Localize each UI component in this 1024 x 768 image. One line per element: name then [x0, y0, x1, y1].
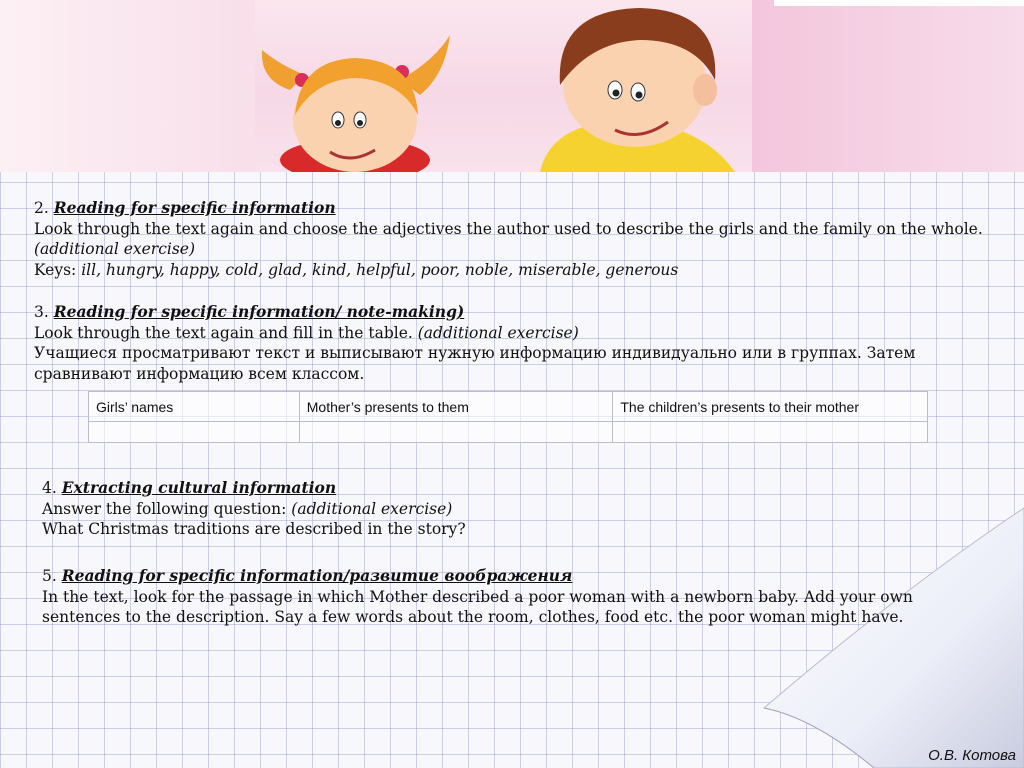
section-5	[42, 566, 952, 628]
table-cell[interactable]	[299, 422, 613, 443]
section-5-heading: Reading for specific information/развитие воображения	[61, 566, 573, 585]
table-row	[89, 422, 928, 443]
section-4	[42, 478, 942, 540]
author-signature: О.В. Котова	[928, 747, 1016, 764]
section-5-number: 5.	[42, 567, 57, 585]
table-cell[interactable]	[613, 422, 928, 443]
section-2-note: (additional exercise)	[34, 240, 196, 258]
section-4-instruction: Answer the following question:	[42, 499, 287, 518]
section-4-heading: Extracting cultural information	[61, 478, 337, 497]
section-3-instruction: Look through the text again and fill in the table.	[34, 323, 413, 342]
section-2-instruction: Look through the text again and choose the adjectives the author used to describe the girls and the family on the whole.	[34, 219, 983, 238]
section-2	[34, 198, 994, 280]
table-header-cell: The children’s presents to their mother	[613, 392, 928, 422]
section-2-heading: Reading for specific information	[53, 198, 336, 217]
table-header-cell: Girls’ names	[89, 392, 300, 422]
table-cell[interactable]	[89, 422, 300, 443]
header-right-panel	[752, 0, 1024, 172]
section-5-text: In the text, look for the passage in which Mother described a poor woman with a newborn baby. Add your own sentences to the description. Say a few words about the room, clothes, food etc. the poor woman might have.	[42, 587, 913, 626]
section-2-keys-value: ill, hungry, happy, cold, glad, kind, helpful, poor, noble, miserable, generous	[81, 260, 679, 279]
section-3-number: 3.	[34, 303, 49, 321]
section-3	[34, 302, 994, 384]
section-3-heading: Reading for specific information/ note-making)	[53, 302, 465, 321]
section-2-number: 2.	[34, 199, 49, 217]
section-2-keys-label: Keys:	[34, 260, 77, 279]
section-4-number: 4.	[42, 479, 57, 497]
section-3-note: (additional exercise)	[417, 323, 579, 342]
header-top-edge	[774, 0, 1024, 6]
info-table	[88, 391, 928, 443]
section-4-note: (additional exercise)	[291, 499, 453, 518]
table-header-row	[89, 392, 928, 422]
cartoon-girl-illustration	[250, 20, 490, 172]
section-3-russian-text: Учащиеся просматривают текст и выписывают нужную информацию индивидуально или в группах. Затем сравнивают информацию всем классом.	[34, 344, 916, 383]
section-4-question: What Christmas traditions are described in the story?	[42, 520, 466, 538]
table-header-cell: Mother’s presents to them	[299, 392, 613, 422]
header-left-panel	[0, 0, 255, 172]
header-illustration	[0, 0, 1024, 172]
cartoon-boy-illustration	[520, 0, 760, 172]
